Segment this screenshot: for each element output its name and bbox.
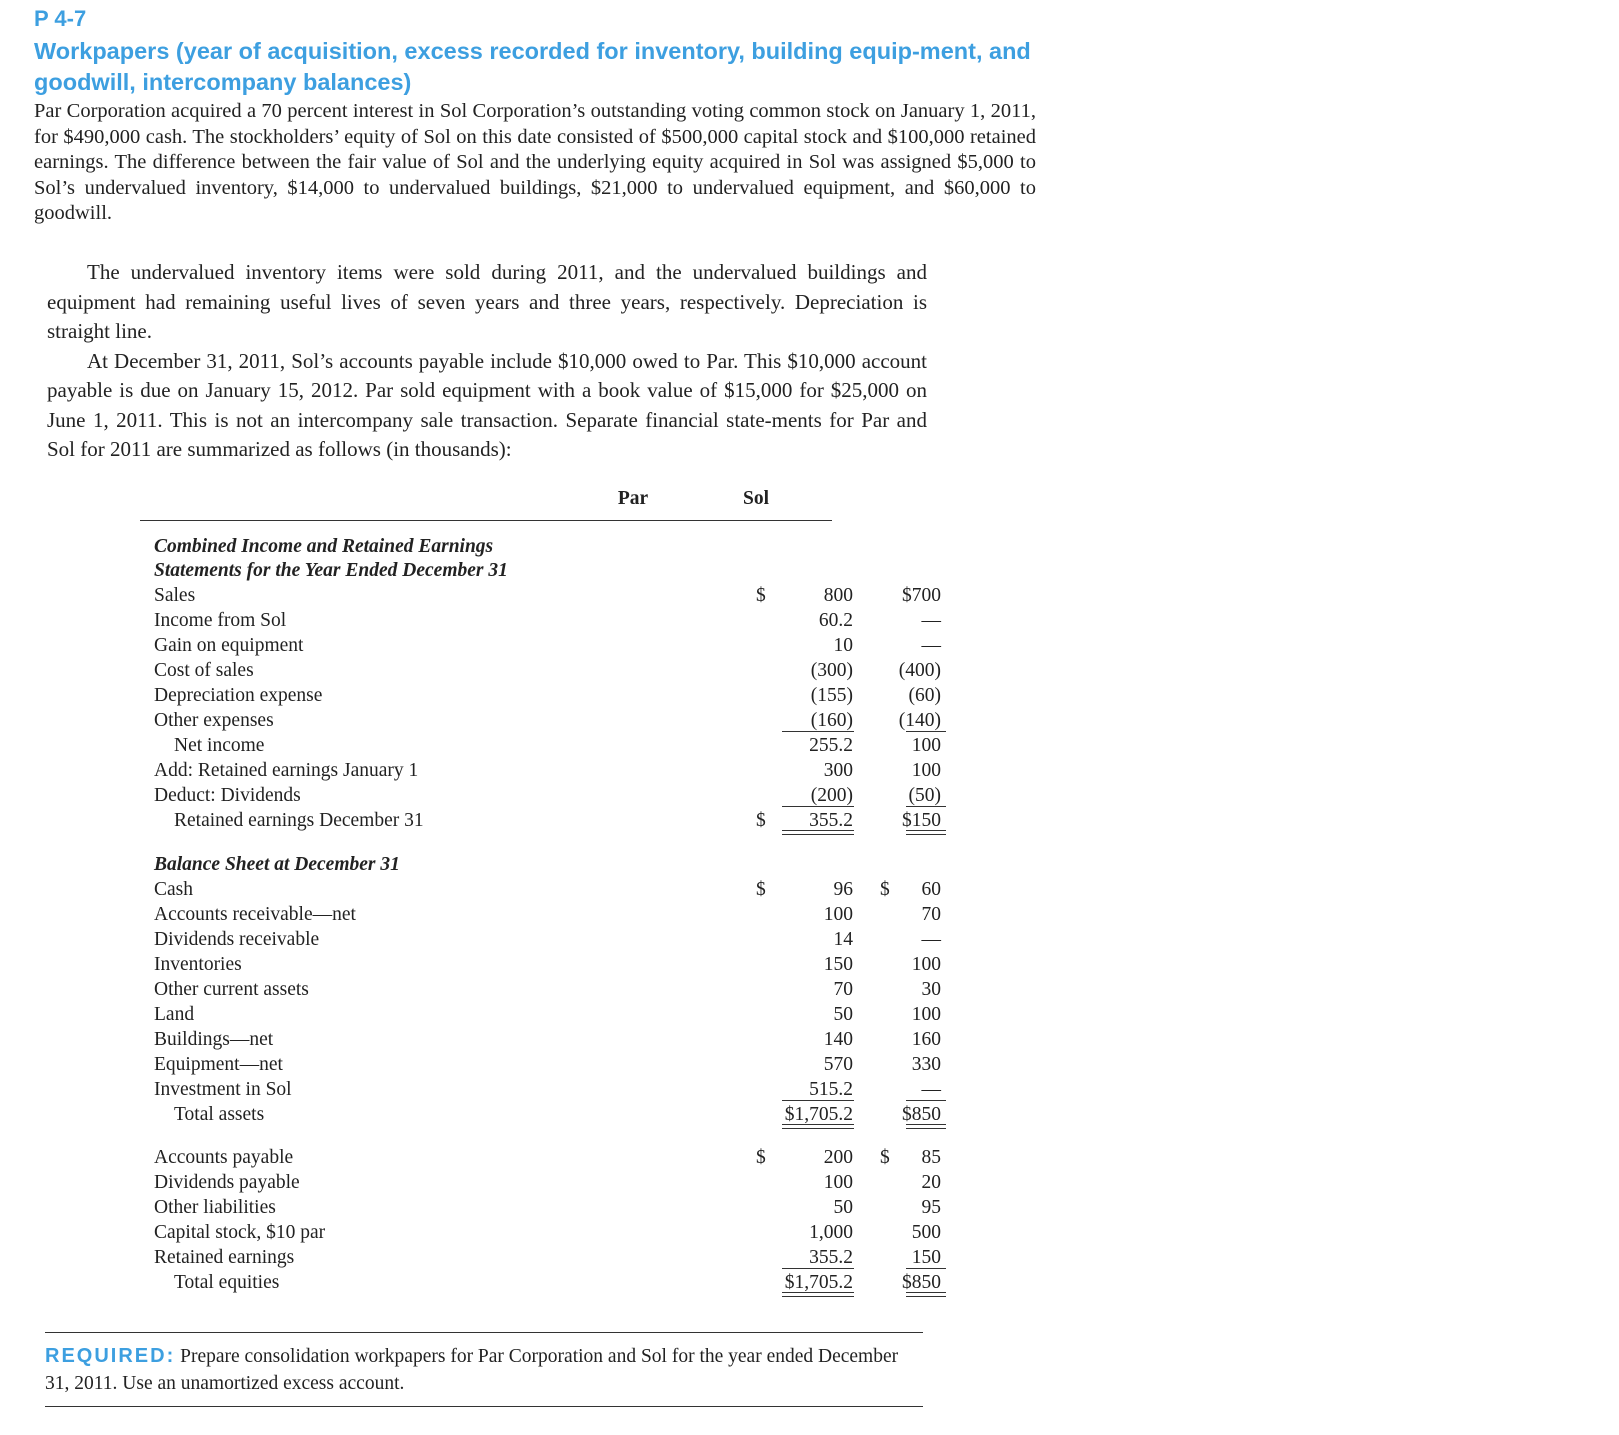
- par-value: 255.2: [809, 735, 853, 756]
- sol-value-cell: [764, 1102, 941, 1124]
- sol-value: $150: [902, 810, 941, 831]
- table-row: [140, 1002, 941, 1027]
- par-value: 800: [823, 585, 853, 606]
- table-row: [140, 1052, 941, 1077]
- column-header-sol: Sol: [742, 488, 769, 509]
- table-row: [140, 758, 941, 783]
- par-currency: $: [756, 1147, 766, 1168]
- par-value: 100: [823, 1172, 853, 1193]
- row-label: Retained earnings December 31: [174, 810, 424, 831]
- sol-value: 95: [921, 1197, 941, 1218]
- sol-value: 150: [911, 1247, 941, 1268]
- table-row: [140, 1270, 941, 1295]
- row-label: Depreciation expense: [154, 685, 323, 706]
- table-row: [140, 1245, 941, 1270]
- par-value: 70: [833, 979, 853, 1000]
- par-value: 515.2: [809, 1079, 853, 1100]
- par-value: 570: [823, 1054, 853, 1075]
- sol-value: 70: [921, 904, 941, 925]
- sol-value: (60): [908, 685, 941, 706]
- sol-value-cell: [764, 1220, 941, 1242]
- financial-statements-table: [140, 480, 941, 1295]
- sol-value-cell: [764, 1145, 941, 1167]
- sol-value: 100: [911, 1004, 941, 1025]
- par-value: $1,705.2: [784, 1272, 853, 1293]
- par-value: $1,705.2: [784, 1104, 853, 1125]
- sol-value: 20: [921, 1172, 941, 1193]
- par-value: 50: [833, 1004, 853, 1025]
- sol-value-cell: [764, 1270, 941, 1292]
- row-label: Accounts receivable—net: [154, 904, 356, 925]
- income-section-title: Combined Income and Retained Earnings: [154, 536, 494, 557]
- intro-paragraph: Par Corporation acquired a 70 percent interest in Sol Corporation’s outstanding voting common stock on January 1, 2011, for $490,000 cash. The stockholders’ equity of Sol on this date consisted of $500,000 capital stock and $100,000 retained earnings. The difference between the fair value of Sol and the underlying equity acquired in Sol was assigned $5,000 to Sol’s undervalued inventory, $14,000 to undervalued buildings, $21,000 to undervalued equipment, and $60,000 to goodwill.: [34, 100, 1036, 224]
- problem-title: Workpapers (year of acquisition, excess recorded for inventory, building equip-ment, and goodwill, intercompany balances): [34, 38, 1031, 95]
- sol-value-cell: [764, 583, 941, 605]
- sol-value: 85: [921, 1147, 941, 1168]
- par-value: 14: [833, 929, 853, 950]
- sol-value-cell: [764, 1002, 941, 1024]
- par-value: (160): [810, 710, 853, 731]
- row-label: Retained earnings: [154, 1247, 295, 1268]
- sol-currency: $: [880, 879, 890, 900]
- sol-currency: $: [880, 1147, 890, 1168]
- row-label: Dividends receivable: [154, 929, 320, 950]
- sol-value: $850: [902, 1272, 941, 1293]
- table-header: [140, 480, 832, 521]
- sol-value-cell: [764, 977, 941, 999]
- sol-value: 60: [921, 879, 941, 900]
- table-row: [140, 877, 941, 902]
- sol-value: —: [921, 929, 941, 950]
- sol-value-cell: [764, 1170, 941, 1192]
- sol-value-cell: [764, 783, 941, 805]
- table-row: [140, 608, 941, 633]
- row-label: Deduct: Dividends: [154, 785, 301, 806]
- par-value: 10: [833, 635, 853, 656]
- sol-value-cell: [764, 1052, 941, 1074]
- sol-value: 330: [911, 1054, 941, 1075]
- sol-value: (140): [898, 710, 941, 731]
- par-value: 100: [823, 904, 853, 925]
- row-label: Dividends payable: [154, 1172, 300, 1193]
- par-value: 150: [823, 954, 853, 975]
- sol-value: —: [921, 610, 941, 631]
- table-row: [140, 633, 941, 658]
- table-row: [140, 1102, 941, 1127]
- row-label: Land: [154, 1004, 195, 1025]
- sol-value: —: [921, 635, 941, 656]
- row-label: Other current assets: [154, 979, 309, 1000]
- row-label: Inventories: [154, 954, 242, 975]
- sol-value-cell: [764, 808, 941, 830]
- sol-value-cell: [764, 1027, 941, 1049]
- par-value: 96: [833, 879, 853, 900]
- par-value: 355.2: [809, 810, 853, 831]
- sol-value-cell: [764, 658, 941, 680]
- table-row: [140, 952, 941, 977]
- sol-value-cell: [764, 1195, 941, 1217]
- par-currency: $: [756, 879, 766, 900]
- sol-value: 30: [921, 979, 941, 1000]
- income-section-title: Statements for the Year Ended December 31: [154, 560, 508, 581]
- par-currency: $: [756, 585, 766, 606]
- table-row: [140, 1170, 941, 1195]
- par-value: 140: [823, 1029, 853, 1050]
- row-label: Cost of sales: [154, 660, 254, 681]
- sol-value-cell: [764, 927, 941, 949]
- table-row: [140, 1195, 941, 1220]
- sol-value: 100: [911, 954, 941, 975]
- sol-value-cell: [764, 708, 941, 730]
- row-label: Other liabilities: [154, 1197, 276, 1218]
- row-label: Investment in Sol: [154, 1079, 292, 1100]
- table-row: [140, 927, 941, 952]
- par-value: (155): [810, 685, 853, 706]
- narrative: [47, 258, 927, 465]
- sol-value: 100: [911, 735, 941, 756]
- required-box: [45, 1332, 923, 1407]
- row-label: Other expenses: [154, 710, 274, 731]
- row-label: Total equities: [174, 1272, 280, 1293]
- row-label: Equipment—net: [154, 1054, 283, 1075]
- par-value: 50: [833, 1197, 853, 1218]
- row-label: Gain on equipment: [154, 635, 304, 656]
- table-row: [140, 1145, 941, 1170]
- table-row: [140, 1027, 941, 1052]
- par-value: (200): [810, 785, 853, 806]
- table-row: [140, 683, 941, 708]
- sol-value-cell: [764, 877, 941, 899]
- par-value: 300: [823, 760, 853, 781]
- sol-value: $850: [902, 1104, 941, 1125]
- sol-value-cell: [764, 1245, 941, 1267]
- row-label: Buildings—net: [154, 1029, 274, 1050]
- sol-value: 500: [911, 1222, 941, 1243]
- sol-value-cell: [764, 758, 941, 780]
- narrative-paragraph: The undervalued inventory items were sold during 2011, and the undervalued buildings and equipment had remaining useful lives of seven years and three years, respectively. Depreciation is straight line.: [47, 260, 927, 343]
- par-value: 1,000: [809, 1222, 853, 1243]
- par-currency: $: [756, 810, 766, 831]
- row-label: Net income: [174, 735, 265, 756]
- table-row: [140, 658, 941, 683]
- sol-value: 160: [911, 1029, 941, 1050]
- par-value: 60.2: [818, 610, 853, 631]
- table-row: [140, 977, 941, 1002]
- par-value: 355.2: [809, 1247, 853, 1268]
- row-label: Income from Sol: [154, 610, 287, 631]
- sol-value-cell: [764, 902, 941, 924]
- sol-value-cell: [764, 1077, 941, 1099]
- sol-value-cell: [764, 633, 941, 655]
- required-text: Prepare consolidation workpapers for Par Corporation and Sol for the year ended December 31, 2011. Use an unamortized excess account.: [45, 1346, 899, 1394]
- table-row: [140, 1220, 941, 1245]
- balance-section-title: Balance Sheet at December 31: [154, 854, 400, 875]
- row-label: Sales: [154, 585, 196, 606]
- table-row: [140, 808, 941, 833]
- column-header-par: Par: [617, 488, 649, 509]
- row-label: Capital stock, $10 par: [154, 1222, 326, 1243]
- sol-value-cell: [764, 952, 941, 974]
- table-row: [140, 733, 941, 758]
- sol-value: 100: [911, 760, 941, 781]
- narrative-paragraph: At December 31, 2011, Sol’s accounts payable include $10,000 owed to Par. This $10,000 account payable is due on January 15, 2012. Par sold equipment with a book value of $15,000 for $25,000 on June 1, 2011. This is not an intercompany sale transaction. Separate financial state-ments for Par and Sol for 2011 are summarized as follows (in thousands):: [47, 348, 927, 461]
- problem-number: P 4-7: [34, 6, 87, 31]
- row-label: Accounts payable: [154, 1147, 294, 1168]
- par-value: (300): [810, 660, 853, 681]
- row-label: Add: Retained earnings January 1: [154, 760, 419, 781]
- table-row: [140, 783, 941, 808]
- sol-value-cell: [764, 683, 941, 705]
- sol-value: (400): [898, 660, 941, 681]
- sol-value-cell: [764, 733, 941, 755]
- table-row: [140, 708, 941, 733]
- row-label: Total assets: [174, 1104, 265, 1125]
- row-label: Cash: [154, 879, 193, 900]
- sol-value: (50): [908, 785, 941, 806]
- table-row: [140, 583, 941, 608]
- sol-value: $700: [902, 585, 941, 606]
- table-row: [140, 902, 941, 927]
- table-row: [140, 1077, 941, 1102]
- sol-value-cell: [764, 608, 941, 630]
- par-value: 200: [823, 1147, 853, 1168]
- required-label: REQUIRED:: [45, 1345, 176, 1367]
- sol-value: —: [921, 1079, 941, 1100]
